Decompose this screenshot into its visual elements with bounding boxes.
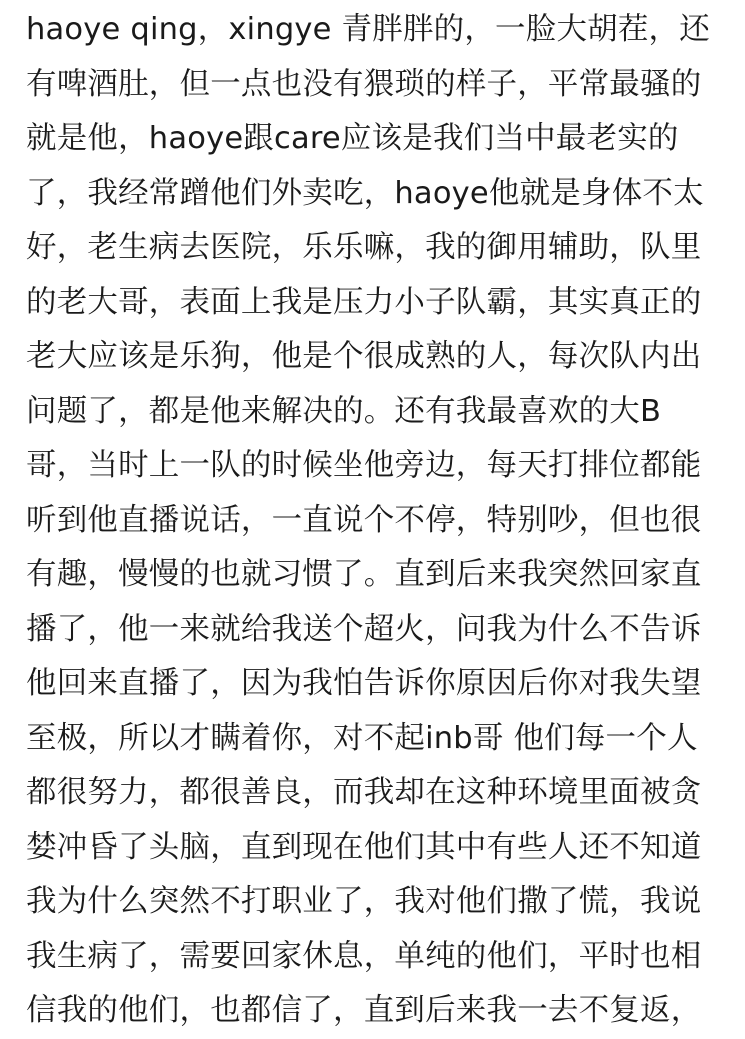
text-line: haoye qing，xingye 青胖胖的，一脸大胡茬，还 (26, 12, 710, 47)
text-line: 的老大哥，表面上我是压力小子队霸，其实真正的 (26, 284, 702, 320)
text-line: 老大应该是乐狗，他是个很成熟的人，每次队内出 (26, 339, 702, 374)
text-line: 至极，所以才瞒着你，对不起inb哥 他们每一个人 (26, 720, 698, 756)
text-line: 他回来直播了，因为我怕告诉你原因后你对我失望 (26, 666, 702, 701)
text-line: 播了，他一来就给我送个超火，问我为什么不告诉 (26, 611, 702, 647)
text-line: 了，我经常蹭他们外卖吃，haoye他就是身体不太 (26, 175, 704, 211)
text-line: 都很努力，都很善良，而我却在这种环境里面被贪 (26, 775, 702, 810)
text-line: 我生病了，需要回家休息，单纯的他们，平时也相 (26, 938, 702, 974)
text-line: 哥，当时上一队的时候坐他旁边，每天打排位都能 (26, 448, 702, 483)
text-line: 就是他，haoye跟care应该是我们当中最老实的 (26, 121, 679, 156)
text-line: 好，老生病去医院，乐乐嘛，我的御用辅助，队里 (26, 230, 702, 265)
text-line: 有啤酒肚，但一点也没有猥琐的样子，平常最骚的 (26, 66, 702, 102)
text-line: 听到他直播说话，一直说个不停，特别吵，但也很 (26, 502, 702, 538)
text-line: 婪冲昏了头脑，直到现在他们其中有些人还不知道 (26, 829, 702, 865)
text-line: 有趣，慢慢的也就习惯了。直到后来我突然回家直 (26, 557, 702, 592)
post-text-block (26, 3, 738, 1039)
text-line: 问题了，都是他来解决的。还有我最喜欢的大B (26, 393, 662, 429)
text-line: 我为什么突然不打职业了，我对他们撒了慌，我说 (26, 884, 702, 919)
text-line: 信我的他们，也都信了，直到后来我一去不复返， (26, 993, 702, 1028)
